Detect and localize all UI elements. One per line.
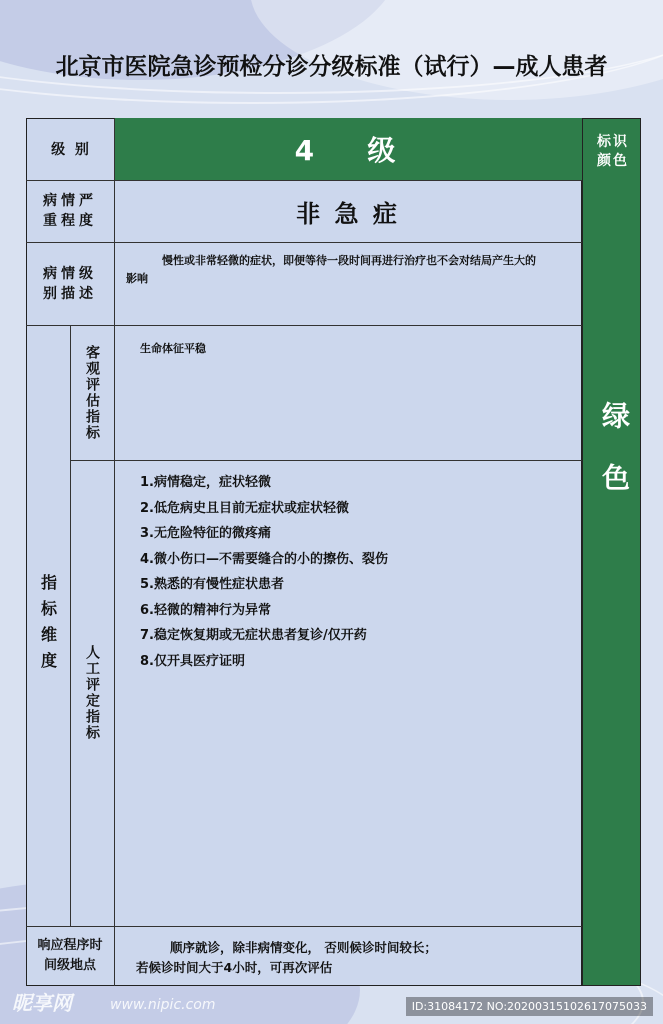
- color-tag-label: 标识颜色: [597, 134, 629, 169]
- page-title: 北京市医院急诊预检分诊分级标准（试行）—成人患者: [55, 54, 608, 80]
- response-line-2: 若候诊时间大于4小时，可再次评估: [136, 960, 333, 975]
- severity-label: 病情严重程度: [43, 193, 97, 229]
- list-item: 2.低危病史且目前无症状或症状轻微: [140, 500, 349, 516]
- manual-label: 人工评定指标: [84, 645, 100, 741]
- manual-items: [140, 470, 570, 674]
- objective-label: 客观评估指标: [84, 344, 100, 441]
- level-label: 级 别: [51, 142, 89, 158]
- list-item: 7.稳定恢复期或无症状患者复诊/仅开药: [140, 628, 367, 643]
- triage-table: [26, 118, 641, 986]
- color-tag-column: [582, 118, 641, 986]
- watermark-logo: 昵享网: [12, 991, 72, 1015]
- level-value: 4 级: [114, 118, 582, 180]
- watermark-id: ID:31084172 NO:20200315102617075033: [406, 997, 653, 1016]
- response-line-1: 顺序就诊，除非病情变化， 否则候诊时间较长；: [170, 940, 437, 955]
- description-label: 病情级别描述: [43, 265, 97, 302]
- list-item: 3.无危险特征的微疼痛: [140, 526, 271, 541]
- list-item: 8.仅开具医疗证明: [140, 653, 245, 669]
- severity-value: 非 急 症: [296, 199, 400, 228]
- indicators-label: 指标维度: [38, 573, 58, 678]
- list-item: 6.轻微的精神行为异常: [140, 602, 271, 618]
- list-item: 1.病情稳定，症状轻微: [140, 475, 271, 490]
- response-value: [136, 938, 576, 978]
- watermark-url: www.nipic.com: [110, 997, 216, 1013]
- list-item: 4.微小伤口—不需要缝合的小的擦伤、裂伤: [140, 551, 388, 567]
- color-tag-value: 绿色: [598, 401, 631, 525]
- objective-value: 生命体征平稳: [140, 342, 206, 355]
- list-item: 5.熟悉的有慢性症状患者: [140, 577, 284, 592]
- description-value: 慢性或非常轻微的症状，即便等待一段时间再进行治疗也不会对结局产生大的影响: [126, 254, 536, 285]
- response-label: 响应程序时间级地点: [37, 938, 103, 973]
